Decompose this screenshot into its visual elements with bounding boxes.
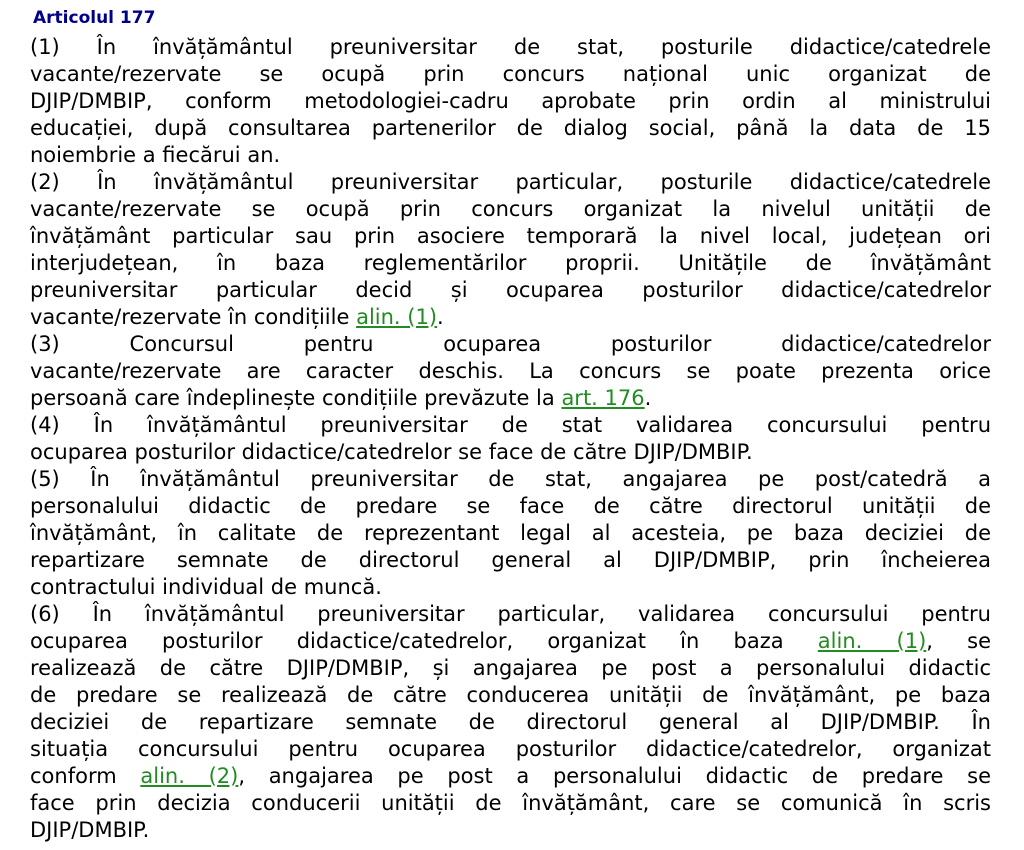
text-line	[30, 250, 991, 277]
text-segment: .	[644, 386, 652, 410]
text-line	[30, 493, 991, 520]
text-segment: (6) În învățământul preuniversitar particular, validarea concursului pentru	[30, 602, 991, 626]
paragraph-5	[30, 466, 991, 601]
text-segment: (5) În învățământul preuniversitar de stat, angajarea pe post/catedră a	[30, 467, 991, 491]
link-alin-1-paragraph-6[interactable]: alin. (1)	[817, 629, 927, 653]
paragraph-3	[30, 331, 991, 412]
text-segment: repartizare semnate de directorul general al DJIP/DMBIP, prin încheierea	[30, 548, 991, 572]
text-line	[30, 61, 991, 88]
text-line	[30, 223, 991, 250]
text-line	[30, 709, 991, 736]
text-segment: persoană care îndeplinește condițiile prevăzute la	[30, 386, 562, 410]
article-heading: Articolul 177	[33, 8, 156, 28]
text-segment: interjudețean, în baza reglementărilor proprii. Unitățile de învățământ	[30, 251, 991, 275]
paragraph-2	[30, 169, 991, 331]
link-alin-2-paragraph-6[interactable]: alin. (2)	[140, 764, 239, 788]
text-segment: ocuparea posturilor didactice/catedrelor se face de către DJIP/DMBIP.	[30, 440, 753, 464]
text-segment: , angajarea pe post a personalului didactic de predare se	[238, 764, 992, 788]
text-line	[30, 331, 991, 358]
text-segment: situația concursului pentru ocuparea posturilor didactice/catedrelor, organizat	[30, 737, 991, 761]
text-segment: contractului individual de muncă.	[30, 575, 382, 599]
text-line	[30, 196, 991, 223]
text-line	[30, 466, 991, 493]
text-segment: personalului didactic de predare se face de către directorul unității de	[30, 494, 991, 518]
text-segment: , se	[926, 629, 991, 653]
text-segment: (2) În învățământul preuniversitar particular, posturile didactice/catedrele	[30, 170, 991, 194]
text-segment: educației, după consultarea partenerilor de dialog social, până la data de 15	[30, 116, 991, 140]
text-segment: învățământ particular sau prin asociere temporară la nivel local, județean ori	[30, 224, 991, 248]
text-segment: (4) În învățământul preuniversitar de stat validarea concursului pentru	[30, 413, 991, 437]
link-alin-1-paragraph-2[interactable]: alin. (1)	[356, 305, 438, 329]
text-line	[30, 358, 991, 385]
text-line	[30, 277, 991, 304]
text-segment: deciziei de repartizare semnate de directorul general al DJIP/DMBIP. În	[30, 710, 991, 734]
text-line	[30, 34, 991, 61]
text-segment: DJIP/DMBIP, conform metodologiei-cadru aprobate prin ordin al ministrului	[30, 89, 991, 113]
text-line	[30, 439, 991, 466]
text-line	[30, 385, 991, 412]
text-line	[30, 115, 991, 142]
text-segment: vacante/rezervate are caracter deschis. La concurs se poate prezenta orice	[30, 359, 991, 383]
text-segment: de predare se realizează de către conducerea unității de învățământ, pe baza	[30, 683, 991, 707]
text-segment: vacante/rezervate se ocupă prin concurs național unic organizat de	[30, 62, 991, 86]
text-line	[30, 304, 991, 331]
text-line	[30, 574, 991, 601]
text-segment: conform	[30, 764, 141, 788]
text-line	[30, 628, 991, 655]
text-line	[30, 790, 991, 817]
text-segment: vacante/rezervate în condițiile	[30, 305, 357, 329]
text-segment: preuniversitar particular decid și ocuparea posturilor didactice/catedrelor	[30, 278, 991, 302]
text-segment: ocuparea posturilor didactice/catedrelor, organizat în baza	[30, 629, 818, 653]
paragraph-4	[30, 412, 991, 466]
text-line	[30, 142, 991, 169]
text-segment: DJIP/DMBIP.	[30, 818, 150, 842]
text-segment: .	[437, 305, 444, 329]
link-art-176[interactable]: art. 176	[561, 386, 645, 410]
text-line	[30, 736, 991, 763]
text-segment: noiembrie a fiecărui an.	[30, 143, 281, 167]
text-line	[30, 520, 991, 547]
text-segment: realizează de către DJIP/DMBIP, și angajarea pe post a personalului didactic	[30, 656, 991, 680]
text-line	[30, 412, 991, 439]
paragraph-1	[30, 34, 991, 169]
text-line	[30, 88, 991, 115]
text-segment: face prin decizia conducerii unității de învățământ, care se comunică în scris	[30, 791, 991, 815]
text-segment: învățământ, în calitate de reprezentant legal al acesteia, pe baza deciziei de	[30, 521, 991, 545]
text-line	[30, 817, 991, 844]
text-line	[30, 169, 991, 196]
text-line	[30, 682, 991, 709]
text-segment: (1) În învățământul preuniversitar de stat, posturile didactice/catedrele	[30, 35, 991, 59]
article-body	[30, 34, 991, 844]
text-line	[30, 547, 991, 574]
text-segment: vacante/rezervate se ocupă prin concurs organizat la nivelul unității de	[30, 197, 991, 221]
paragraph-6	[30, 601, 991, 844]
text-line	[30, 655, 991, 682]
text-segment: (3) Concursul pentru ocuparea posturilor didactice/catedrelor	[30, 332, 991, 356]
text-line	[30, 763, 991, 790]
text-line	[30, 601, 991, 628]
